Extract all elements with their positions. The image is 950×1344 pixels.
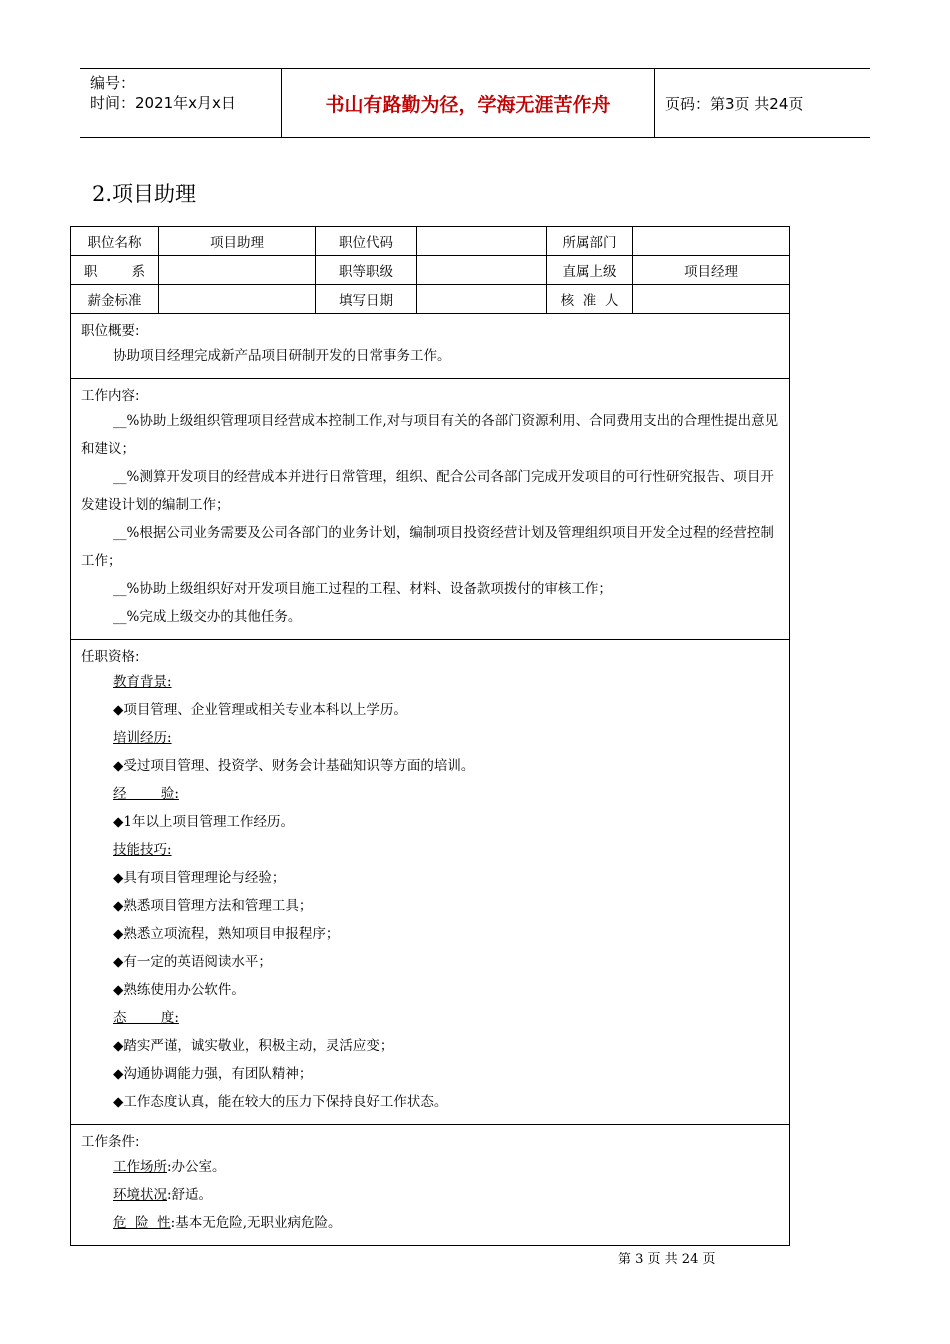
education-item: ◆项目管理、企业管理或相关专业本科以上学历。 (113, 702, 407, 718)
education-label: 教育背景: (113, 674, 172, 690)
fill-date-value (417, 285, 547, 314)
job-family-label: 职 系 (71, 256, 159, 285)
header-meta (80, 69, 282, 137)
salary-label: 薪金标准 (71, 285, 159, 314)
grade-value (417, 256, 547, 285)
duty-item: __%完成上级交办的其他任务。 (113, 609, 302, 625)
conditions-title: 工作条件: (81, 1134, 140, 1150)
overview-section (71, 314, 790, 379)
skill-item: ◆熟练使用办公软件。 (113, 982, 245, 998)
time-label: 时间：2021年x月x日 (90, 94, 236, 112)
duty-item: __%根据公司业务需要及公司各部门的业务计划，编制项目投资经营计划及管理组织项目开发全过程的经营控制工作； (81, 525, 774, 569)
risk-value: :基本无危险,无职业病危险。 (170, 1215, 342, 1231)
attitude-label: 态 度: (113, 1010, 179, 1026)
overview-text: 协助项目经理完成新产品项目研制开发的日常事务工作。 (113, 348, 451, 364)
header-motto: 书山有路勤为径，学海无涯苦作舟 (282, 69, 655, 137)
attitude-item: ◆踏实严谨，诚实敬业，积极主动，灵活应变； (113, 1038, 394, 1054)
grade-label: 职等职级 (316, 256, 417, 285)
duties-section (71, 379, 790, 640)
conditions-section (71, 1125, 790, 1246)
department-label: 所属部门 (547, 227, 633, 256)
section-title: 2.项目助理 (92, 182, 197, 206)
duty-item: __%协助上级组织好对开发项目施工过程的工程、材料、设备款项拨付的审核工作； (113, 581, 612, 597)
skills-label: 技能技巧: (113, 842, 172, 858)
job-family-value (159, 256, 316, 285)
duty-item: __%协助上级组织管理项目经营成本控制工作,对与项目有关的各部门资源利用、合同费用支出的合理性提出意见和建议； (81, 413, 779, 457)
page-footer: 第 3 页 共 24 页 (618, 1252, 716, 1267)
position-name-value: 项目助理 (159, 227, 316, 256)
skill-item: ◆具有项目管理理论与经验； (113, 870, 286, 886)
training-item: ◆受过项目管理、投资学、财务会计基础知识等方面的培训。 (113, 758, 475, 774)
number-label: 编号： (90, 74, 136, 92)
approver-label: 核 准 人 (547, 285, 633, 314)
position-code-label: 职位代码 (316, 227, 417, 256)
skill-item: ◆熟悉立项流程，熟知项目申报程序； (113, 926, 340, 942)
attitude-item: ◆沟通协调能力强，有团队精神； (113, 1066, 313, 1082)
position-code-value (417, 227, 547, 256)
environment-value: :舒适。 (167, 1187, 213, 1203)
table-row (71, 256, 790, 285)
experience-label: 经 验: (113, 786, 179, 802)
approver-value (633, 285, 790, 314)
department-value (633, 227, 790, 256)
position-name-label: 职位名称 (71, 227, 159, 256)
job-description-table (70, 226, 790, 1246)
qualifications-title: 任职资格: (81, 649, 140, 665)
table-row (71, 227, 790, 256)
overview-title: 职位概要: (81, 323, 140, 339)
place-value: :办公室。 (167, 1159, 226, 1175)
training-label: 培训经历: (113, 730, 172, 746)
risk-label: 危 险 性 (113, 1215, 171, 1231)
fill-date-label: 填写日期 (316, 285, 417, 314)
page-header (80, 68, 870, 138)
place-label: 工作场所 (113, 1159, 167, 1175)
skill-item: ◆熟悉项目管理方法和管理工具； (113, 898, 313, 914)
table-row (71, 285, 790, 314)
duty-item: __%测算开发项目的经营成本并进行日常管理，组织、配合公司各部门完成开发项目的可行性研究报告、项目开发建设计划的编制工作； (81, 469, 774, 513)
qualifications-section (71, 640, 790, 1125)
environment-label: 环境状况 (113, 1187, 167, 1203)
supervisor-label: 直属上级 (547, 256, 633, 285)
header-page-number: 页码：第3页 共24页 (665, 94, 804, 113)
duties-title: 工作内容: (81, 388, 140, 404)
skill-item: ◆有一定的英语阅读水平； (113, 954, 272, 970)
experience-item: ◆1年以上项目管理工作经历。 (113, 814, 294, 830)
supervisor-value: 项目经理 (633, 256, 790, 285)
salary-value (159, 285, 316, 314)
attitude-item: ◆工作态度认真，能在较大的压力下保持良好工作状态。 (113, 1094, 448, 1110)
